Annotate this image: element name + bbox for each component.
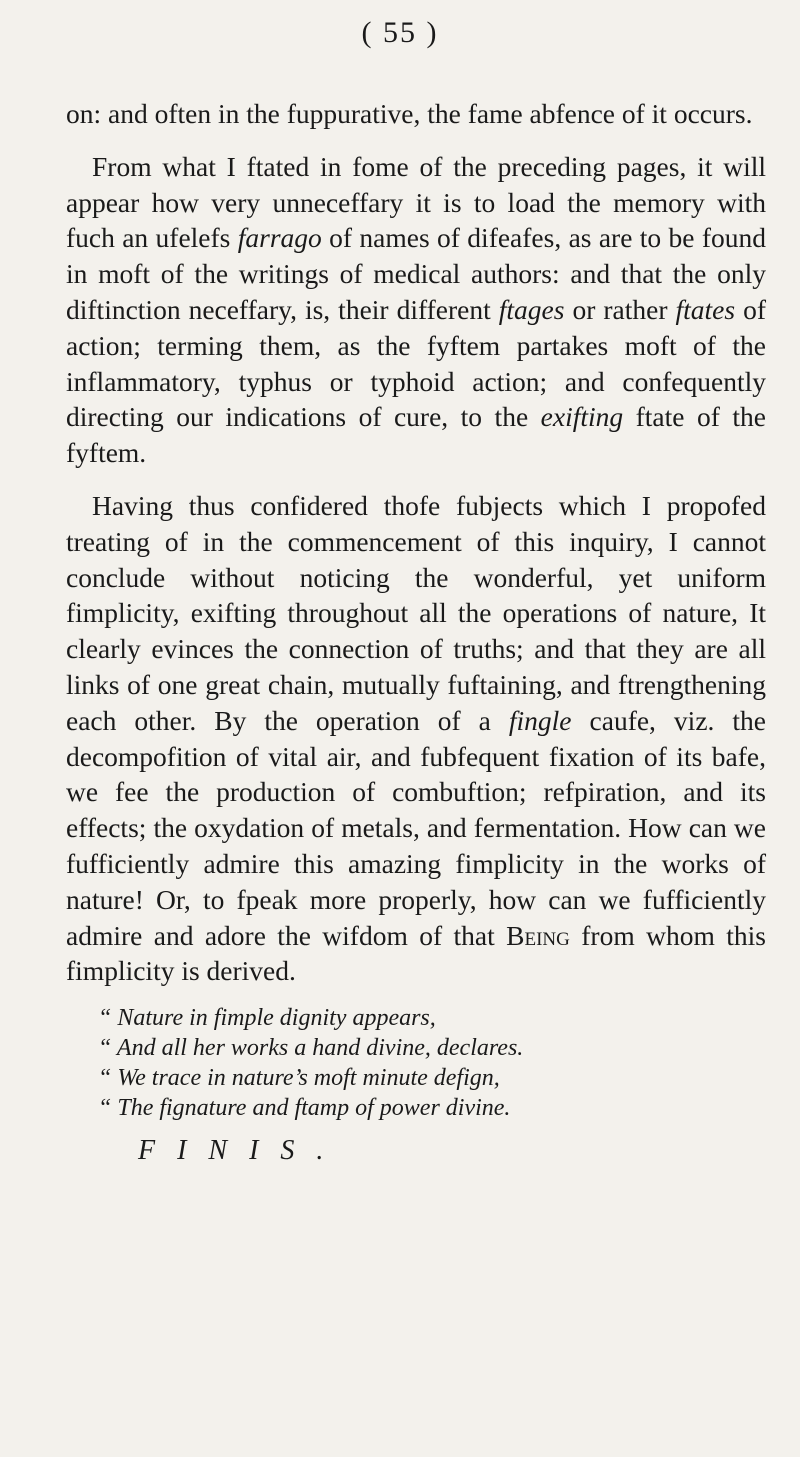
- text-run: on: and often in the fuppurative, the fame abfence of it occurs.: [66, 98, 753, 129]
- italic-run: fingle: [508, 704, 572, 736]
- finis-mark: FINIS.: [138, 1135, 346, 1167]
- verse-line: “ The fignature and ftamp of power divine.: [98, 1095, 511, 1122]
- italic-run: ftages: [498, 293, 565, 325]
- text-run: From what I ftated in fome of the preceding pages, it will appear how very unneceffary it is to load the memory with fuch an ufelefs: [66, 150, 766, 254]
- paragraph-continuation: [66, 96, 766, 132]
- text-run: or rather: [564, 293, 676, 325]
- paragraph-nosology: [66, 149, 766, 471]
- small-caps-run: Being: [506, 919, 570, 951]
- text-run: caufe, viz. the decompofition of vital air, and fubfequent fixation of its bafe, we fee the production of combuftion; refpiration, and its effects; the oxydation of metals, and fermentation. How can we fufficiently admire this amazing fimplicity in the works of nature! Or, to fpeak more properly, how can we fufficiently admire and adore the wifdom of that: [66, 704, 766, 951]
- text-run: of action; terming them, as the fyftem partakes moft of the inflammatory, typhus or typhoid action; and confequently directing our indications of cure, to the: [66, 293, 766, 433]
- italic-run: farrago: [237, 222, 322, 254]
- page-number: ( 55 ): [361, 16, 439, 49]
- text-run: Having thus confidered thofe fubjects which I propofed treating of in the commencement of this inquiry, I cannot conclude without noticing the wonderful, yet uniform fimplicity, exifting throughout all the operations of nature, It clearly evinces the connection of truths; and that they are all links of one great chain, mutually fuftaining, and ftrengthening each other. By the operation of a: [66, 489, 766, 736]
- verse-line: “ We trace in nature’s moft minute defign,: [98, 1065, 500, 1092]
- body-text: [66, 96, 766, 1169]
- verse-line: “ Nature in fimple dignity appears,: [98, 1005, 436, 1032]
- italic-run: ftates: [675, 293, 736, 325]
- text-run: from whom this fimplicity is derived.: [66, 919, 766, 987]
- closing-verse: [66, 1003, 766, 1123]
- verse-line: “ And all her works a hand divine, declares.: [98, 1035, 524, 1062]
- text-run: of names of difeafes, as are to be found in moft of the writings of medical authors: and that the only diftinction neceffary, is, their different: [66, 222, 767, 325]
- paragraph-conclusion: [66, 488, 766, 989]
- italic-run: exifting: [540, 401, 624, 433]
- text-run: ftate of the fyftem.: [66, 401, 766, 469]
